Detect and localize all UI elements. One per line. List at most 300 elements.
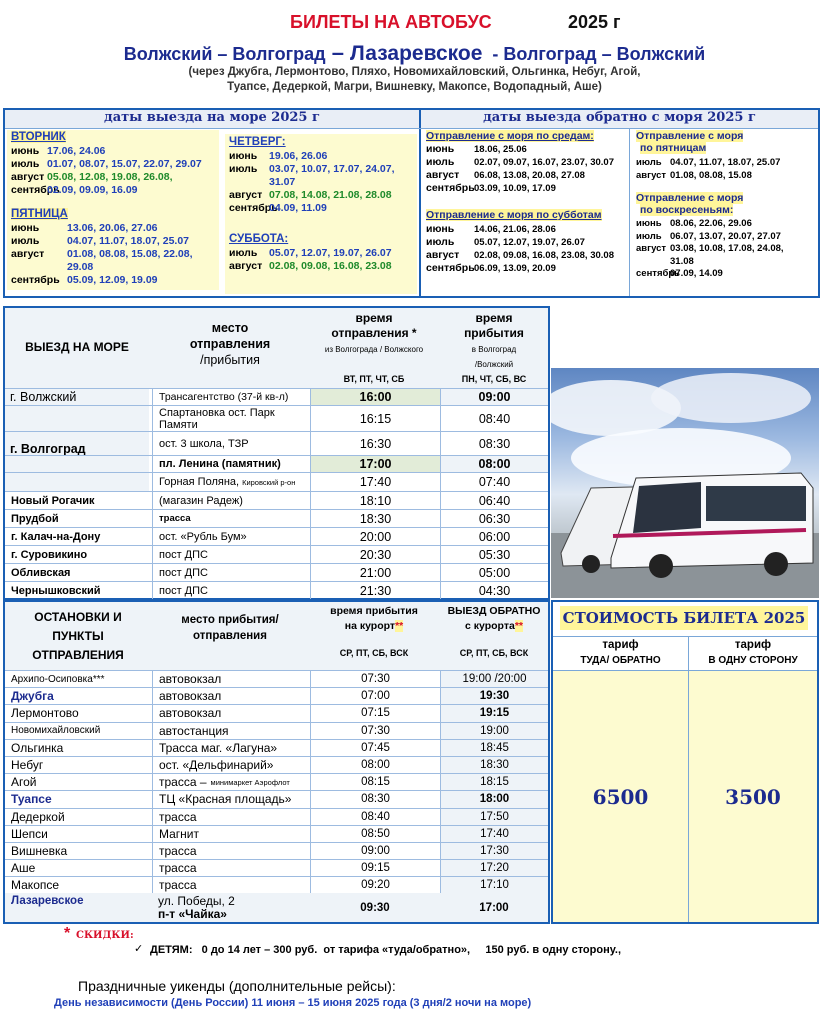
date-values: 07.09, 14.09 (670, 268, 723, 279)
date-line (426, 262, 630, 275)
departure-time: 18:30 (440, 757, 548, 773)
arrival-time: 09:00 (440, 389, 548, 405)
month-label: июнь (636, 218, 662, 229)
table-row (5, 545, 548, 563)
arrival-time: 06:40 (440, 492, 548, 509)
date-values: 05.07, 12.07, 19.07, 26.07 (269, 247, 392, 259)
date-values: 06.09, 13.09, 20.09 (474, 263, 556, 274)
year: 2025 г (568, 12, 621, 32)
h-col2b: отправления (189, 337, 271, 351)
date-values: 01.08, 08.08, 15.08, 22.08, (67, 248, 193, 260)
holidays-heading: Праздничные уикенды (дополнительные рейсы): (78, 978, 396, 994)
table2-header-col2: место прибытия/ отправления (181, 614, 279, 642)
friday-label: ПЯТНИЦА (11, 208, 68, 220)
stop-place: ТЦ «Красная площадь» (152, 791, 310, 807)
discounts-star: * (64, 925, 71, 942)
via-line-1: (через Джубга, Лермонтово, Пляхо, Новомихайловский, Ольгинка, Небуг, Агой, (188, 66, 641, 78)
stop-name: Джубга (11, 689, 54, 704)
date-line (11, 145, 221, 158)
date-line (426, 182, 630, 195)
date-line (426, 169, 630, 182)
stop-place: ост. «Дельфинарий» (152, 757, 310, 773)
h-col4d: /Волжский (474, 360, 514, 369)
table2-days-col3: СР, ПТ, СБ, ВСК (339, 648, 409, 658)
return-sat-dates (426, 223, 630, 275)
date-line (229, 202, 417, 215)
stop-name: Прудбой (11, 512, 59, 525)
stop-place: трасса (152, 809, 310, 825)
return-fri-label-2: по пятницам (640, 142, 707, 154)
date-line (636, 169, 818, 182)
month-label: август (636, 243, 667, 254)
date-values: 31.07 (269, 176, 296, 188)
stop-place: трасса (152, 510, 310, 527)
table-row (5, 859, 548, 876)
return-sun-label-2: по воскресеньям: (640, 204, 734, 216)
stop-name (5, 432, 152, 455)
date-line (636, 231, 818, 244)
route-a: Волжский – Волгоград (123, 44, 326, 64)
table-row (5, 756, 548, 773)
table-row (5, 581, 548, 599)
table2-header-col1: ОСТАНОВКИ И ПУНКТЫ ОТПРАВЛЕНИЯ (32, 610, 124, 662)
bus-photo (551, 368, 819, 598)
month-label: июнь (229, 150, 258, 162)
date-line (11, 261, 221, 274)
month-label: сентябрь (229, 202, 278, 214)
date-values: 03.08, 10.08, 17.08, 24.08, (670, 243, 784, 254)
stop-name: Новый Рогачик (11, 494, 95, 507)
month-label: июль (229, 163, 258, 175)
return-fri-label-1: Отправление с моря (636, 130, 744, 142)
date-line (636, 218, 818, 231)
date-line (426, 249, 630, 262)
arrival-time: 06:00 (440, 528, 548, 545)
stop-place: пл. Ленина (памятник) (152, 456, 310, 472)
h-col2a: место (211, 321, 249, 335)
h-col3c: из Волгограда / Волжского (324, 345, 424, 354)
stop-place: трасса (152, 860, 310, 876)
return-wed-dates (426, 143, 630, 195)
departure-time: 16:30 (310, 432, 440, 455)
table-row (5, 670, 548, 687)
table-row (5, 722, 548, 739)
h2-col4b: с курорта (465, 620, 515, 632)
stop-place: автостанция (152, 723, 310, 739)
return-fri-dates (636, 156, 818, 182)
departure-time: 16:15 (310, 406, 440, 431)
departure-time: 17:00 (310, 456, 440, 472)
stop-place: Трасса маг. «Лагуна» (152, 740, 310, 756)
date-line (426, 223, 630, 236)
date-values: 02.08, 09.08, 16.08, 23.08, 30.08 (474, 250, 614, 261)
h2-col4a: ВЫЕЗД ОБРАТНО (447, 605, 541, 617)
stop-name: Туапсе (11, 792, 52, 807)
stop-name: Лермонтово (11, 706, 79, 721)
table1-days-col4: ПН, ЧТ, СБ, ВС (461, 374, 527, 384)
date-line (426, 143, 630, 156)
departure-time: 21:30 (310, 582, 440, 599)
arrival-time: 05:30 (440, 546, 548, 563)
table-row (5, 739, 548, 756)
date-values: 04.07, 11.07, 18.07, 25.07 (67, 235, 190, 247)
arrival-time: 07:00 (310, 688, 440, 704)
table-row (5, 491, 548, 509)
stop-name (5, 389, 152, 405)
h-col3a: время (355, 311, 393, 325)
month-label: сентябрь (426, 262, 475, 274)
table-row (5, 388, 548, 405)
stop-place: ост. «Рубль Бум» (152, 528, 310, 545)
title: БИЛЕТЫ НА АВТОБУС (290, 12, 492, 32)
date-line (636, 268, 818, 281)
price-c1b: ТУДА/ ОБРАТНО (580, 655, 661, 666)
stop-place: (магазин Радеж) (152, 492, 310, 509)
month-label: июнь (11, 222, 40, 234)
table2-days-col4: СР, ПТ, СБ, ВСК (459, 648, 529, 658)
route-b: Лазаревское (350, 42, 483, 65)
month-label: июнь (11, 145, 40, 157)
stop-place: автовокзал (152, 705, 310, 721)
date-line (426, 236, 630, 249)
date-values: 13.06, 20.06, 27.06 (67, 222, 158, 234)
month-label: август (11, 248, 45, 260)
date-line (229, 176, 417, 189)
table-row (5, 509, 548, 527)
month-label: июль (636, 230, 662, 242)
dates-back-heading: даты выезда обратно с моря 2025 г (421, 110, 818, 128)
stop-name: Дедеркой (11, 809, 65, 824)
table-row (5, 876, 548, 893)
stop-name: Чернышковский (11, 584, 101, 597)
stop-name: Агой (11, 775, 37, 790)
last-place-2: п-т «Чайка» (158, 907, 227, 921)
h2-col3a: время прибытия (330, 605, 418, 617)
check-icon: ✓ (134, 943, 144, 955)
stop-place: трасса (152, 877, 310, 893)
month-label: сентябрь (426, 182, 475, 194)
table-row (5, 773, 548, 790)
arrival-time: 04:30 (440, 582, 548, 599)
date-values: 04.07, 11.07, 18.07, 25.07 (670, 157, 781, 168)
return-wed-label: Отправление с моря по средам: (426, 130, 594, 142)
date-line (426, 156, 630, 169)
price-col1-header (553, 638, 688, 668)
thursday-label: ЧЕТВЕРГ: (229, 136, 286, 148)
price-c1a: тариф (602, 639, 639, 651)
last-place-1: ул. Победы, 2 (158, 894, 235, 908)
month-label: июль (11, 158, 40, 170)
price-col2-header (689, 638, 817, 668)
month-label: сентябрь (636, 268, 681, 279)
date-values: 01.08, 08.08, 15.08 (670, 170, 752, 181)
table-row (5, 405, 548, 431)
date-line (229, 260, 417, 273)
date-values: 07.08, 14.08, 21.08, 28.08 (269, 189, 392, 201)
departure-time: 18:30 (310, 510, 440, 527)
date-values: 02.08, 09.08, 16.08, 23.08 (269, 260, 392, 272)
arrival-time: 07:30 (310, 723, 440, 739)
stop-place: Трансагентство (37-й кв-л) (152, 389, 310, 405)
stop-name: Новомихайловский (11, 725, 101, 737)
month-label: август (11, 171, 45, 183)
date-values: 08.06, 22.06, 29.06 (670, 218, 752, 229)
route-c: - Волгоград – Волжский (492, 44, 706, 64)
stop-name: Макопсе (11, 878, 60, 893)
arrival-time: 07:45 (310, 740, 440, 756)
table1-header-col1: ВЫЕЗД НА МОРЕ (25, 340, 129, 354)
arrival-time: 09:20 (310, 877, 440, 893)
table2-header-col4 (440, 604, 548, 634)
table1-header-col4 (440, 311, 548, 371)
table-row (5, 455, 548, 472)
price-round-trip: 6500 (592, 785, 649, 809)
tuesday-label: ВТОРНИК (11, 131, 66, 143)
date-line (636, 156, 818, 169)
date-values: 03.07, 10.07, 17.07, 24.07, (269, 163, 395, 175)
discounts-label: СКИДКИ: (76, 930, 134, 941)
price-c2a: тариф (734, 639, 772, 651)
arrival-time: 07:30 (310, 671, 440, 687)
month-label: июль (426, 156, 455, 168)
arrival-time: 06:30 (440, 510, 548, 527)
date-values: 14.06, 21.06, 28.06 (474, 224, 556, 235)
stop-place: Магнит (152, 826, 310, 842)
stop-place: Спартановка ост. Парк Памяти (152, 406, 310, 431)
return-sun-dates (636, 218, 818, 281)
table-row (5, 527, 548, 545)
bus-illustration (551, 368, 819, 598)
table1-header-col2 (152, 320, 308, 368)
table-row (5, 472, 548, 491)
table-row (5, 790, 548, 807)
return-sun-label (636, 192, 743, 216)
month-label: июнь (426, 143, 455, 155)
departure-time: 17:40 (310, 473, 440, 491)
via-line-2: Туапсе, Дедеркой, Магри, Вишневку, Макопсе, Водопадный, Аше) (227, 81, 602, 93)
departure-time: 18:00 (440, 791, 548, 807)
departure-time: 20:30 (310, 546, 440, 563)
month-label: июль (11, 235, 40, 247)
table-row (5, 825, 548, 842)
stop-name: Вишневка (11, 844, 68, 859)
return-sun-label-1: Отправление с моря (636, 192, 744, 204)
date-values: 17.06, 24.06 (47, 145, 106, 157)
date-values: 19.06, 26.06 (269, 150, 328, 162)
stars-col4: ** (514, 620, 523, 632)
stop-place: пост ДПС (152, 564, 310, 581)
table1-days-col3: ВТ, ПТ, ЧТ, СБ (343, 374, 405, 384)
month-label: август (229, 260, 263, 272)
stop-name: Ольгинка (11, 740, 64, 755)
table-row (5, 704, 548, 721)
h-col3b: отправления * (331, 326, 417, 340)
arrival-time: 09:00 (310, 843, 440, 859)
stop-place: автовокзал (152, 671, 310, 687)
kids-discount: ДЕТЯМ: 0 до 14 лет – 300 руб. от тарифа «туда/обратно», 150 руб. в одну сторону., (150, 944, 622, 956)
month-label: сентябрь (11, 274, 60, 286)
month-label: сентябрь (11, 184, 60, 196)
departure-time: 19:15 (440, 705, 548, 721)
stop-name: г. Калач-на-Дону (11, 530, 101, 543)
stop-place: трасса (152, 843, 310, 859)
h-col4c: в Волгоград (471, 345, 517, 354)
arrival-time: 08:40 (310, 809, 440, 825)
month-label: август (636, 170, 667, 181)
friday-dates (11, 222, 221, 287)
date-line (229, 189, 417, 202)
departure-time: 17:10 (440, 877, 548, 893)
route-dash: – (325, 40, 351, 65)
date-values: 02.07, 09.07, 16.07, 23.07, 30.07 (474, 157, 614, 168)
departure-time: 20:00 (310, 528, 440, 545)
stop-name: Лазаревское (11, 895, 84, 907)
stop-place: автовокзал (152, 688, 310, 704)
russia-day: День независимости (День России) 11 июня – 15 июня 2025 года (3 дня/2 ночи на море) (54, 997, 532, 1009)
city-volzhsky: г. Волжский (10, 390, 77, 404)
stop-place: Горная Поляна, Кировский р-он (152, 473, 310, 491)
stop-place: пост ДПС (152, 582, 310, 599)
stop-name: Аше (11, 861, 36, 876)
divider (5, 128, 818, 129)
stop-place (152, 893, 310, 922)
stop-place: ост. 3 школа, ТЗР (152, 432, 310, 455)
arrival-time: 07:15 (310, 705, 440, 721)
departure-time: 17:00 (479, 901, 509, 914)
arrival-time: 08:00 (440, 456, 548, 472)
departure-time: 19:00 (440, 723, 548, 739)
city-volgograd: г. Волгоград (10, 442, 86, 456)
thursday-dates (229, 150, 417, 215)
date-line (11, 235, 221, 248)
arrival-time: 05:00 (440, 564, 548, 581)
stop-place: пост ДПС (152, 546, 310, 563)
stop-name: Архипо-Осиповка*** (11, 673, 105, 685)
table-row (5, 563, 548, 581)
return-fri-label (636, 130, 743, 154)
date-values: 01.07, 08.07, 15.07, 22.07, 29.07 (47, 158, 202, 170)
arrival-time: 08:50 (310, 826, 440, 842)
route-line (0, 40, 829, 66)
date-line (229, 247, 417, 260)
month-label: август (426, 169, 460, 181)
arrival-time: 09:30 (360, 901, 390, 914)
table-row (5, 431, 548, 455)
arrival-time: 08:15 (310, 774, 440, 790)
saturday-label: СУББОТА: (229, 233, 289, 245)
date-values: 31.08 (670, 255, 694, 267)
date-line (11, 184, 221, 197)
date-values: 02.09, 09.09, 16.09 (47, 184, 138, 196)
date-line (636, 256, 818, 269)
return-sat-label: Отправление с моря по субботам (426, 209, 602, 221)
table-row (5, 687, 548, 704)
stop-name (5, 473, 152, 491)
departure-time: 16:00 (310, 389, 440, 405)
month-label: август (426, 249, 460, 261)
month-label: июнь (426, 223, 455, 235)
h2-col3b: на курорт (344, 620, 396, 632)
arrival-time: 08:30 (310, 791, 440, 807)
date-line (229, 150, 417, 163)
stop-name: г. Суровикино (11, 548, 88, 561)
date-values: 05.08, 12.08, 19.08, 26.08, (47, 171, 173, 183)
arrival-time: 08:30 (440, 432, 548, 455)
departure-time: 18:10 (310, 492, 440, 509)
date-line (11, 171, 221, 184)
arrival-time: 09:15 (310, 860, 440, 876)
month-label: июль (426, 236, 455, 248)
departure-time: 17:40 (440, 826, 548, 842)
stop-place: трасса – минимаркет Аэрофлот (152, 774, 310, 790)
date-values: 05.07, 12.07, 19.07, 26.07 (474, 237, 585, 248)
stop-name: Обливская (11, 566, 71, 579)
month-label: июль (229, 247, 258, 259)
date-values: 29.08 (67, 261, 94, 273)
departure-time: 18:45 (440, 740, 548, 756)
departure-time: 19:00 /20:00 (440, 671, 548, 687)
date-line (11, 158, 221, 171)
date-line (229, 163, 417, 176)
stop-name (5, 406, 152, 431)
date-values: 04.09, 11.09 (269, 202, 327, 214)
stop-note: минимаркет Аэрофлот (210, 777, 290, 787)
table-row (5, 808, 548, 825)
price-title: СТОИМОСТЬ БИЛЕТА 2025 (560, 606, 808, 630)
divider (419, 110, 421, 296)
date-line (636, 243, 818, 256)
h-col4b: прибытия (464, 326, 524, 340)
stop-name (5, 456, 152, 472)
arrival-time: 08:40 (440, 406, 548, 431)
h-col4a: время (475, 311, 513, 325)
departure-time: 19:30 (440, 688, 548, 704)
table-row (5, 893, 548, 922)
date-line (11, 274, 221, 287)
date-values: 06.08, 13.08, 20.08, 27.08 (474, 170, 585, 181)
date-values: 06.07, 13.07, 20.07, 27.07 (670, 230, 781, 242)
table-row (5, 842, 548, 859)
table2-header-col3 (310, 604, 438, 634)
stars-col3: ** (395, 620, 404, 632)
date-line (11, 248, 221, 261)
departure-time: 21:00 (310, 564, 440, 581)
departure-time: 17:50 (440, 809, 548, 825)
h-col2c: /прибытия (200, 353, 260, 367)
dates-to-heading: даты выезда на море 2025 г (5, 110, 419, 128)
date-line (11, 222, 221, 235)
month-label: август (229, 189, 263, 201)
date-values: 05.09, 12.09, 19.09 (67, 274, 158, 286)
month-label: июль (636, 157, 662, 168)
tuesday-dates (11, 145, 221, 197)
stop-name: Небуг (11, 758, 44, 773)
stop-name: Шепси (11, 826, 48, 841)
district-note: Кировский р-он (242, 477, 296, 487)
departure-time: 18:15 (440, 774, 548, 790)
saturday-dates (229, 247, 417, 273)
arrival-time: 08:00 (310, 757, 440, 773)
departure-time: 17:30 (440, 843, 548, 859)
table1-header-col3 (310, 311, 438, 357)
departure-time: 17:20 (440, 860, 548, 876)
date-values: 03.09, 10.09, 17.09 (474, 183, 556, 194)
price-c2b: В ОДНУ СТОРОНУ (708, 655, 798, 666)
price-one-way: 3500 (725, 785, 781, 809)
arrival-time: 07:40 (440, 473, 548, 491)
date-values: 18.06, 25.06 (474, 144, 527, 155)
divider (553, 636, 817, 637)
